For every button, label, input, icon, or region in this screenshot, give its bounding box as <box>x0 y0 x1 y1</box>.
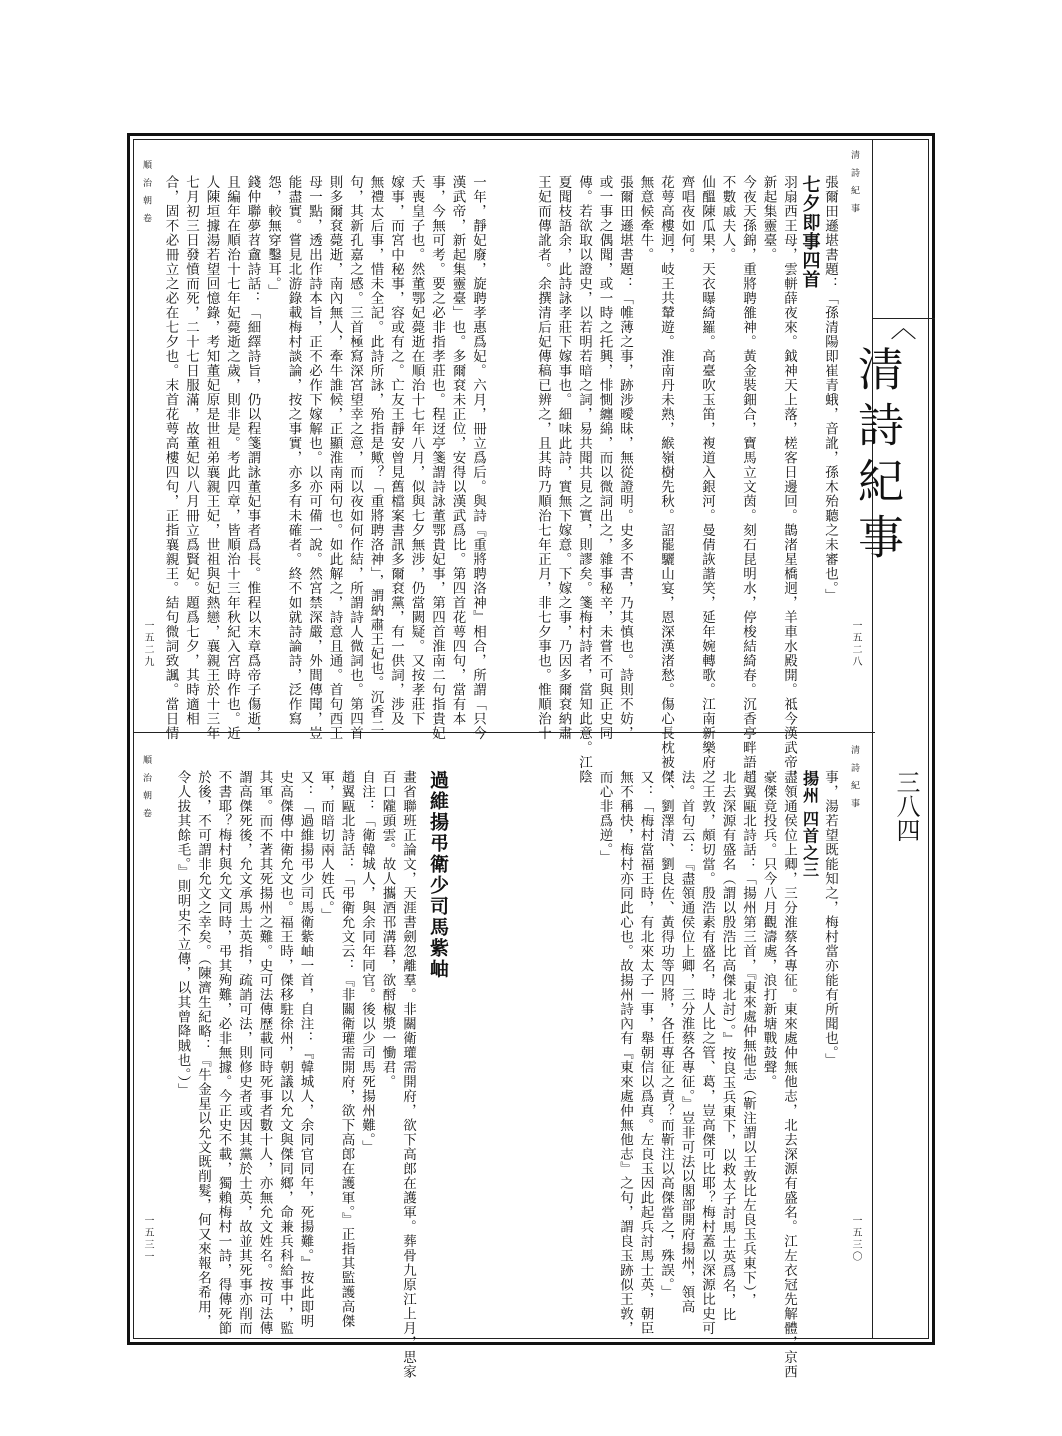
br-col-1: 事，湯若望既能知之，梅村當亦能有所聞也。」 <box>822 770 838 1068</box>
tl-col-11: 怨，較無穿鑿耳。」 <box>265 175 281 299</box>
bottom-right-text-block <box>540 770 840 1379</box>
br-col-11: 無不稱快，梅村亦同此心也。故揚州詩內有『東來處仲無他志』之句，謂良玉跡似王敦， <box>617 770 633 1336</box>
tr-col-8: 齊唱夜如何。 <box>678 175 695 262</box>
tr-col-5: 今夜天孫錦，重將聘雒神。黃金裝鈿合，寶馬立文茵。刻石昆明水，停梭結綺春。沉香亭畔語， <box>740 175 756 784</box>
tl-col-9: 母一點，透出作詩本旨，正不必作下嫁解也。以亦可備一說。然宮禁深嚴，外間傳聞，豈 <box>306 175 322 741</box>
tl-col-2: 漢武帝，新起集靈臺」也。多爾袞未正位，安得以漢武爲比。第四首花萼四句，當有本 <box>449 175 466 726</box>
top-right-page-number: 一五二八 <box>850 620 861 668</box>
tl-col-8: 則多爾袞薨逝，南內無人，牽牛誰候，正顯淮南兩句也。如此解之，詩意且通。首句西王 <box>326 175 343 741</box>
tr-col-6: 不數戚夫人。 <box>719 175 736 262</box>
tl-col-6: 無禮太后事，惜未全記。此詩所詠，殆指是歟？「重將聘洛神」，謂納肅王妃也。沉香二 <box>367 175 384 734</box>
br-col-6: 北去深源有盛名（謂以殷浩比高傑北討）。』按良玉兵東下，以救太子討馬士英爲名，比 <box>719 770 736 1322</box>
bottom-left-text-block <box>148 770 418 1379</box>
tr-col-14: 夏聞枝語余，此詩詠孝莊下嫁事也。細味此詩，實無下嫁意。下嫁之事，乃因多爾袞納肅 <box>555 175 572 741</box>
top-left-footer: 順 治 朝 卷 <box>141 160 151 226</box>
tr-col-7: 仙醞陳瓜果，天衣曝綺羅。高臺吹玉笛，複道入銀河。曼倩詼諧笑，延年婉轉歌。江南新樂府， <box>699 175 715 784</box>
tl-col-13: 且編年在順治十七年妃薨逝之歲，則非是。考此四章，皆順治十三年秋紀入宮時作也。近 <box>224 175 240 741</box>
tr-col-10: 無意候牽牛。 <box>637 175 654 262</box>
tl-col-12: 錢仲聯夢苕盦詩話：「細繹詩旨，仍以程箋謂詠董妃事者爲長。惟程以末章爲帝子傷逝， <box>244 175 261 741</box>
br-col-9: 傑、劉澤清、劉良佐、黃得功等四將，各任專征之責？而靳注以高傑當之，殊誤。」 <box>658 770 674 1300</box>
bl-col-1: 畫省聯班正論文，天涯書劍忽離羣。非關衛瓘需開府，欲下高郎在護軍。葬骨九原江上月，思家 <box>400 770 416 1379</box>
bl-col-4: 趙翼甌北詩話：「弔衛允文云：『非關衛瓘需開府，欲下高郎在護軍。』正指其監護高傑 <box>338 770 355 1329</box>
tl-col-10: 能盡實。嘗見北游錄載梅村談論，按之事實，亦多有未確者。終不如就詩論詩，泛作寫 <box>285 175 302 726</box>
tr-col-15: 王妃而傳訛者。余撰清后妃傳稿已辨之，且其時乃順治七年正月，非七夕事也。惟順治十 <box>535 175 551 741</box>
tr-col-13: 傳。若欲取以證史，以若明若暗之詞，易共聞共見之實，則謬矣。箋梅村詩者，當知此意。江陰 <box>576 175 592 784</box>
bl-col-12: 令人拔其餘毛。』則明史不立傳，以其曾降賊也。）」 <box>174 770 191 1098</box>
bl-col-5: 軍，而暗切兩人姓氏。」 <box>318 770 334 923</box>
spine-page-number: 三八四 <box>892 770 920 842</box>
tl-col-7: 句，其新孔嘉之感。三首極寫深宮望幸之意，而以夜如何作結，所謂詩人微詞也。第四首 <box>347 175 363 741</box>
bl-col-11: 於後，不可謂非允文之幸矣。（陳濟生紀略：『牛金星以允文既削髮，何又來報名希用， <box>195 770 211 1329</box>
top-right-header: 清 詩 紀 事 <box>849 150 859 216</box>
spine-chevron-icon: ︿ <box>890 314 917 344</box>
br-col-7: 之王敦，頗切當。殷浩素有盛名，時人比之管、葛，豈高傑可比耶？梅村蓋以深源比史可 <box>699 770 715 1336</box>
bl-col-2: 百口隴頭雲。故人攜酒邗溝暮，欲酹椒漿一慟君。 <box>379 770 396 1089</box>
tl-col-4: 夭喪皇子也。然董鄂妃薨逝在順治十七年八月，似與七夕無涉，仍當闕疑。又按孝莊下 <box>408 175 425 726</box>
bottom-left-poem-title: 過維揚弔衛少司馬紫岫 <box>427 770 449 980</box>
tl-col-15: 七月初三日發憤而死，二十七日服滿，故董妃以八月冊立爲賢妃。題爲七夕，其時適相 <box>183 175 199 726</box>
tr-poem-title: 七夕即事四首 <box>799 175 821 289</box>
tr-col-4: 新起集靈臺。 <box>760 175 777 262</box>
top-left-text-block <box>148 175 488 741</box>
tr-col-3: 羽扇西王母，雲軿薛夜來。鉞神天上落，槎客日邊回。鵲渚星橋迥，羊車水殿開。祗今漢武帝， <box>781 175 797 784</box>
br-col-3: 盡領通侯位上卿，三分淮蔡各專征。東來處仲無他志，北去深源有盛名。江左衣冠先解體，京西 <box>781 770 797 1379</box>
bottom-left-footer: 順 治 朝 卷 <box>141 755 151 821</box>
tr-col-12: 或一事之偶聞，或一時之托興，悱惻纏綿，而以微詞出之，雜事秘辛，未嘗不可與正史同 <box>596 175 613 741</box>
tr-col-11: 張爾田遜堪書題：「帷薄之事，跡涉曖昧，無從證明。史多不書，乃其慎也。詩則不妨， <box>617 175 633 741</box>
tr-col-1: 張爾田遜堪書題：「孫清陽即崔青蛾，音訛，孫木殆聽之未審也。」 <box>822 175 838 604</box>
tl-col-1: 一年，靜妃廢，旋聘孝惠爲妃。六月，冊立爲后。與詩『重將聘洛神』相合，所謂「只今 <box>470 175 486 741</box>
bl-col-3: 自注：「衛韓城人，與余同年同官。後以少司馬死揚州難。」 <box>359 770 375 1155</box>
bl-col-7: 史高傑傳中衛允文也。福王時，傑移駐徐州，朝議以允文與傑同鄉，命兼兵科給事中，監 <box>277 770 293 1336</box>
bl-col-9: 謂高傑死後，允文承馬士英指，疏誚可法，則修史者或因其黨於士英，故並其死事亦削而 <box>236 770 252 1336</box>
br-col-5: 趙翼甌北詩話：「揚州第三首，『東來處仲無他志（靳注謂以王敦比左良玉兵東下）， <box>740 770 756 1308</box>
br-col-4: 豪傑竟投兵。只今八月觀濤處，浪打新塘戰鼓聲。 <box>760 770 777 1089</box>
bottom-right-header: 清 詩 紀 事 <box>849 745 859 811</box>
br-col-8: 法。首句云：『盡領通侯位上卿，三分淮蔡各專征。』豈非可法以閣部開府揚州，領高 <box>678 770 695 1315</box>
tr-col-9: 花萼高樓迥，岐王共輦遊。淮南丹未熟，緱嶺樹先秋。詔罷驪山宴，恩深漢渚愁。傷心長枕被， <box>658 175 674 784</box>
tl-col-14: 人陳垣據湯若望回憶錄，考知董妃原是世祖弟襄親王妃，世祖與妃熱戀，襄親王於十三年 <box>203 175 220 741</box>
tl-col-5: 嫁事，而宮中秘事，容或有之。亡友王靜安曾見舊檔案書訊多爾袞黨，有一供詞，涉及 <box>388 175 404 726</box>
tl-col-16: 合，固不必冊立之必在七夕也。末首花萼高樓四句，正指襄親王。結句微詞致諷。當日情 <box>162 175 179 741</box>
br-col-10: 又：「梅村當福王時，有北來太子一事，舉朝信以爲真。左良玉因此起兵討馬士英，朝臣 <box>637 770 654 1336</box>
br-col-12: 而心非爲逆。」 <box>596 770 613 865</box>
bottom-left-page-number: 一五三一 <box>142 1215 153 1263</box>
bottom-right-page-number: 一五三〇 <box>850 1215 861 1263</box>
bl-col-6: 又：「過維揚弔少司馬衛紫岫一首，自注：『韓城人，余同官同年，死揚難。』按此即明 <box>297 770 314 1329</box>
top-right-text-block <box>495 175 840 784</box>
top-left-page-number: 一五二九 <box>142 620 153 668</box>
spine-title: 清詩紀事 <box>851 345 905 569</box>
br-poem-title: 揚州 四首之三 <box>800 770 820 879</box>
bl-col-10: 不書耶？梅村與允文同時，弔其殉難，必非無據。今正史不載，獨賴梅村一詩，得傳死節 <box>215 770 232 1336</box>
bl-col-8: 其軍。而不著其死揚州之難。史可法傳歷載同時死事者數十人，亦無允文姓名。按可法傳 <box>256 770 273 1336</box>
tl-col-3: 事，今無可考。要之必非指孝莊也。程迓亭箋謂詩詠董鄂貴妃事，第四首淮南二句指貴妃 <box>429 175 445 741</box>
